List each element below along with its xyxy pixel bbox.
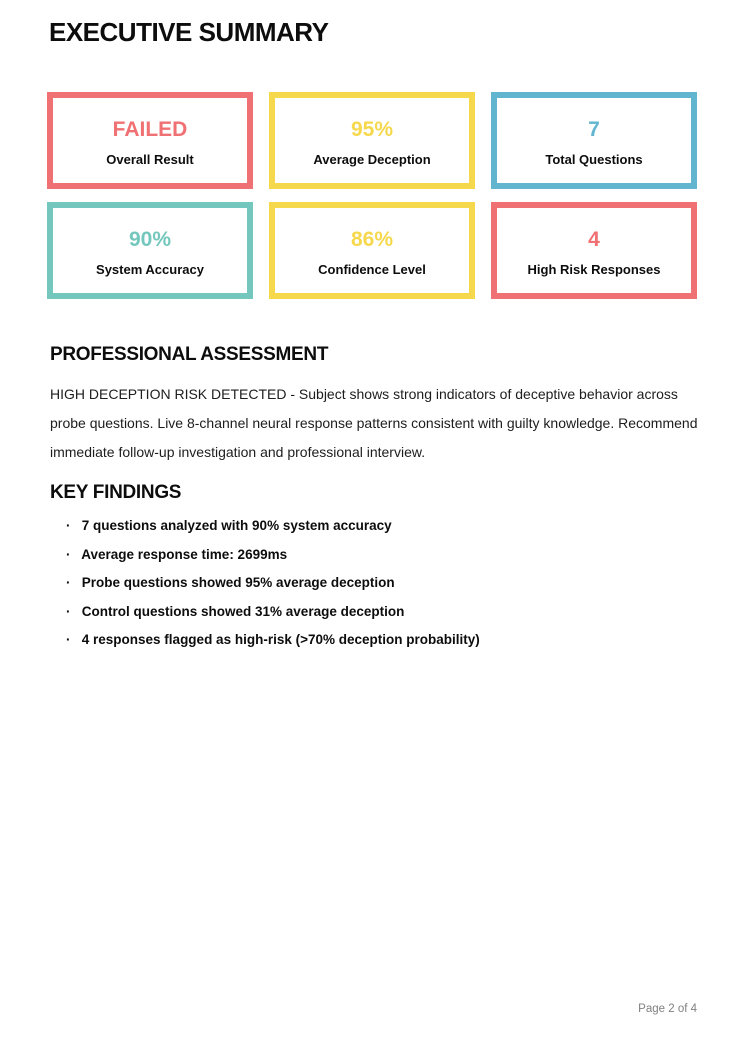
finding-item (66, 569, 480, 598)
metric-value: 7 (588, 118, 600, 141)
metrics-grid (47, 92, 697, 299)
assessment-body-text: HIGH DECEPTION RISK DETECTED - Subject shows strong indicators of deceptive behavior across probe questions. Live 8-channel neural response patterns consistent with guilty knowledge. Recommend immediate follow-up investigation and professional interview. (50, 386, 698, 460)
findings-section-heading: KEY FINDINGS (50, 482, 182, 503)
finding-item (66, 512, 480, 541)
metric-card (47, 202, 253, 299)
bullet-icon: · (66, 546, 71, 562)
metric-card (491, 92, 697, 189)
metric-card (269, 92, 475, 189)
metric-value: 4 (588, 228, 600, 251)
metric-card (269, 202, 475, 299)
metric-label: Average Deception (313, 152, 431, 167)
finding-item (66, 541, 480, 570)
finding-text: Probe questions showed 95% average deception (81, 575, 395, 591)
bullet-icon: · (66, 518, 71, 533)
findings-list (66, 512, 480, 655)
metric-card (47, 92, 253, 189)
metric-card (491, 202, 697, 299)
metric-value: FAILED (112, 118, 188, 141)
page-title: EXECUTIVE SUMMARY (49, 17, 329, 47)
metric-label: Total Questions (545, 152, 643, 167)
finding-text: Average response time: 2699ms (81, 546, 288, 562)
bullet-icon: · (66, 575, 71, 591)
metric-label: High Risk Responses (527, 262, 661, 277)
page-number: Page 2 of 4 (638, 1003, 697, 1015)
bullet-icon: · (66, 603, 71, 619)
metric-value: 86% (350, 228, 394, 251)
metric-value: 95% (350, 118, 394, 141)
metric-label: Confidence Level (318, 262, 426, 277)
finding-text: 7 questions analyzed with 90% system accuracy (81, 518, 392, 533)
bullet-icon: · (66, 632, 71, 648)
finding-text: Control questions showed 31% average deception (81, 603, 405, 619)
finding-text: 4 responses flagged as high-risk (>70% deception probability) (81, 632, 480, 648)
metric-value: 90% (128, 228, 172, 251)
assessment-section-heading: PROFESSIONAL ASSESSMENT (50, 344, 329, 365)
finding-item (66, 598, 480, 627)
metric-label: System Accuracy (96, 262, 204, 277)
finding-item (66, 626, 480, 655)
metric-label: Overall Result (106, 152, 194, 167)
